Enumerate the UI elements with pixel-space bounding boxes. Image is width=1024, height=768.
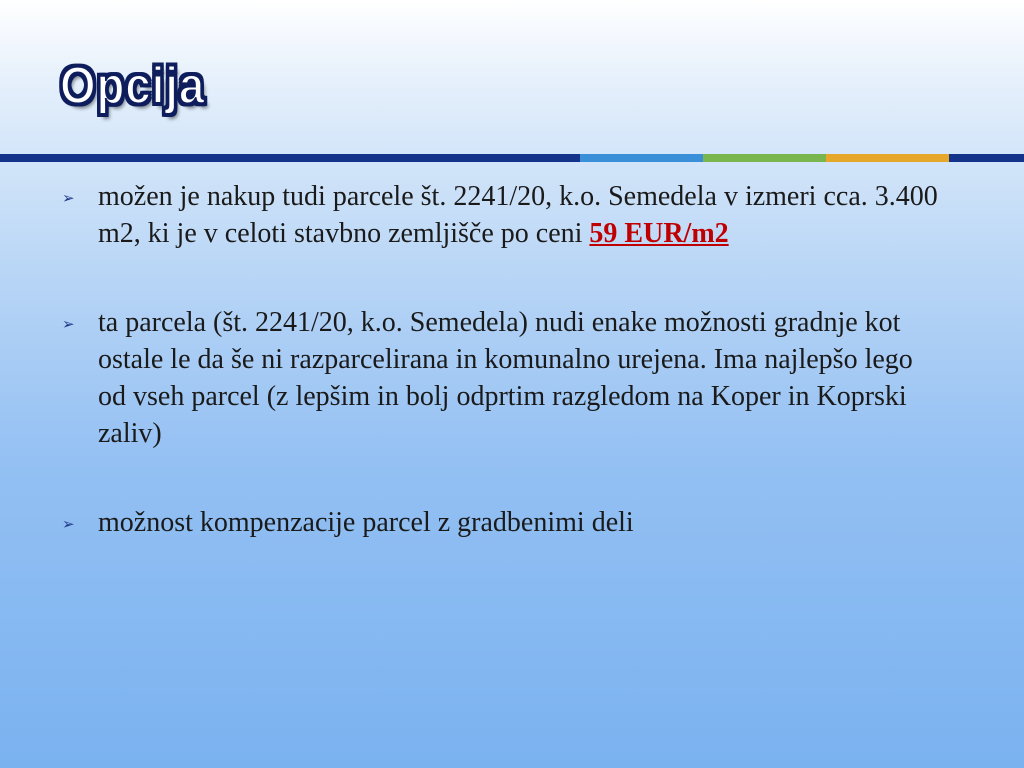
chevron-right-icon: ➢ — [62, 315, 75, 333]
bullet-text: ta parcela (št. 2241/20, k.o. Semedela) nudi enake možnosti gradnje kot ostale le da še ni razparcelirana in komunalno urejena. Ima najlepšo lego od vseh parcel (z lepšim in bolj odprtim razgledom na Koper in Koprski zaliv) — [98, 307, 913, 449]
title-divider — [0, 154, 1024, 162]
price-highlight: 59 EUR/m2 — [589, 218, 729, 249]
bullet-item — [62, 178, 942, 252]
divider-segment-end — [949, 154, 1024, 162]
bullet-item — [62, 304, 942, 452]
divider-segment-blue — [580, 154, 703, 162]
divider-segment-main — [0, 154, 580, 162]
divider-segment-gold — [826, 154, 949, 162]
chevron-right-icon: ➢ — [62, 189, 75, 207]
bullet-text — [98, 178, 942, 252]
divider-segment-green — [703, 154, 826, 162]
bullet-list — [62, 178, 942, 595]
slide-title: Opcija — [60, 57, 206, 115]
bullet-text: možnost kompenzacije parcel z gradbenimi deli — [98, 507, 634, 538]
bullet-body: možen je nakup tudi parcele št. 2241/20, k.o. Semedela v izmeri cca. 3.400 m2, ki je v celoti stavbno zemljišče po ceni — [98, 181, 938, 249]
chevron-right-icon: ➢ — [62, 515, 75, 533]
bullet-item — [62, 504, 942, 543]
